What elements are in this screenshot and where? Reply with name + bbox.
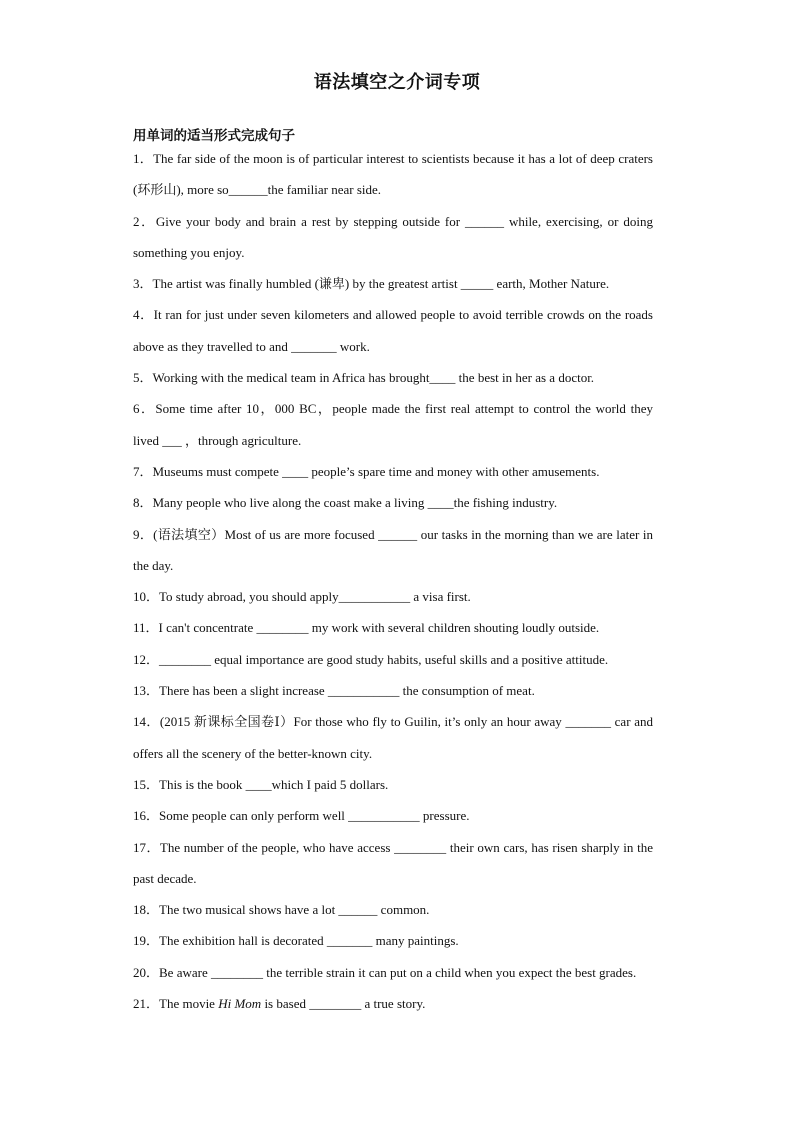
question-text-after: is based ________ a true story. <box>261 996 426 1012</box>
question-text: 7．Museums must compete ____ people’s spare time and money with other amusements. <box>133 463 600 479</box>
question-text: 4．It ran for just under seven kilometers and allowed people to avoid terrible crowds on the roads above as they travelled to and _______ work. <box>133 307 657 354</box>
question-item <box>133 299 657 362</box>
question-text: 18．The two musical shows have a lot ______ common. <box>133 902 430 918</box>
question-item <box>133 894 653 925</box>
question-text: 14．(2015 新课标全国卷Ⅰ）For those who fly to Guilin, it’s only an hour away _______ car and offers all the scenery of the better-known city. <box>133 714 657 761</box>
section-heading: 用单词的适当形式完成句子 <box>133 128 295 144</box>
page-title: 语法填空之介词专项 <box>313 72 481 93</box>
question-item <box>133 612 653 643</box>
question-item <box>133 769 653 800</box>
question-text: 6．Some time after 10，000 BC，people made the first real attempt to control the world they lived ___ ，through agriculture. <box>133 401 657 448</box>
question-item <box>133 206 657 269</box>
question-item <box>133 925 653 956</box>
question-item <box>133 800 653 831</box>
question-text: 17．The number of the people, who have access ________ their own cars, has risen sharply in the past decade. <box>133 839 657 886</box>
question-item <box>133 362 653 393</box>
question-text: 16．Some people can only perform well ___________ pressure. <box>133 808 470 824</box>
question-item <box>133 706 657 769</box>
question-item <box>133 456 653 487</box>
question-item <box>133 393 657 456</box>
question-list <box>133 143 657 1019</box>
question-text-before: 21．The movie <box>133 996 219 1012</box>
movie-title: Hi Mom <box>218 996 262 1012</box>
question-text: 20．Be aware ________ the terrible strain it can put on a child when you expect the best grades. <box>133 964 637 980</box>
question-item <box>133 581 653 612</box>
question-item <box>133 143 657 206</box>
question-text: 5．Working with the medical team in Africa has brought____ the best in her as a doctor. <box>133 370 595 386</box>
question-text: 1．The far side of the moon is of particular interest to scientists because it has a lot of deep craters (环形山), more so______the familiar near side. <box>133 151 657 198</box>
question-item <box>133 268 653 299</box>
question-text: 9．(语法填空）Most of us are more focused ______ our tasks in the morning than we are later in the day. <box>133 526 657 573</box>
question-text: 19．The exhibition hall is decorated _______ many paintings. <box>133 933 459 949</box>
question-text: 12．________ equal importance are good study habits, useful skills and a positive attitude. <box>133 651 609 667</box>
question-item <box>133 644 653 675</box>
question-text: 11．I can't concentrate ________ my work with several children shouting loudly outside. <box>133 620 600 636</box>
question-item <box>133 957 653 988</box>
question-item <box>133 487 653 518</box>
question-item <box>133 675 653 706</box>
question-text: 10．To study abroad, you should apply___________ a visa first. <box>133 589 471 605</box>
question-text: 15．This is the book ____which I paid 5 dollars. <box>133 776 389 792</box>
question-item <box>133 519 657 582</box>
question-text: 3．The artist was finally humbled (谦卑) by the greatest artist _____ earth, Mother Nature. <box>133 276 610 292</box>
question-item <box>133 832 657 895</box>
question-item <box>133 988 653 1019</box>
question-text: 13．There has been a slight increase ___________ the consumption of meat. <box>133 683 535 699</box>
question-text: 2．Give your body and brain a rest by stepping outside for ______ while, exercising, or doing something you enjoy. <box>133 213 657 260</box>
question-text: 8．Many people who live along the coast make a living ____the fishing industry. <box>133 495 558 511</box>
